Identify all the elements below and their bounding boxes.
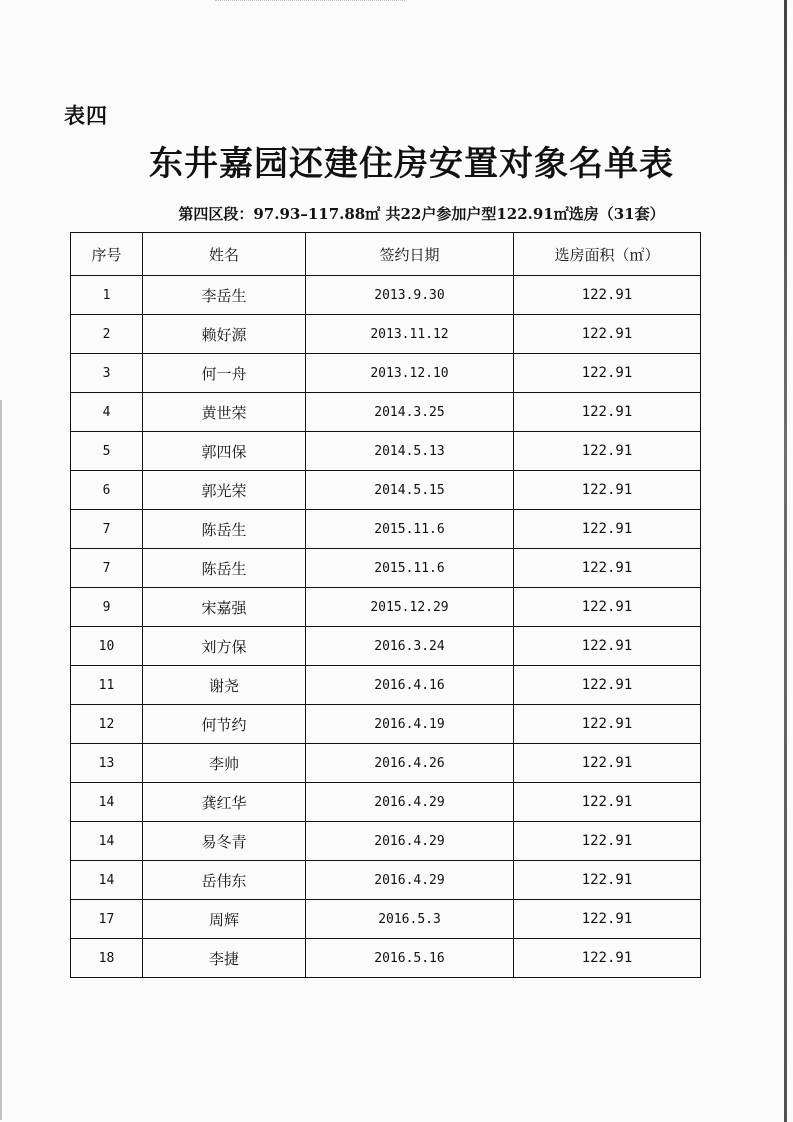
table-row — [71, 588, 701, 627]
scan-smudge — [215, 0, 405, 4]
cell-name: 赖好源 — [143, 315, 306, 354]
cell-index: 7 — [71, 549, 143, 588]
cell-name: 郭四保 — [143, 432, 306, 471]
document-subtitle: 第四区段：97.93–117.88㎡ 共22户参加户型122.91㎡选房（31套） — [178, 205, 665, 223]
table-row — [71, 705, 701, 744]
cell-area: 122.91 — [514, 627, 701, 666]
cell-sign-date: 2016.4.26 — [306, 744, 514, 783]
table-row — [71, 627, 701, 666]
cell-area: 122.91 — [514, 861, 701, 900]
cell-area: 122.91 — [514, 510, 701, 549]
cell-name: 易冬青 — [143, 822, 306, 861]
cell-sign-date: 2016.4.29 — [306, 783, 514, 822]
cell-name: 李捷 — [143, 939, 306, 978]
table-header-row — [71, 233, 701, 276]
cell-area: 122.91 — [514, 276, 701, 315]
cell-name: 龚红华 — [143, 783, 306, 822]
cell-area: 122.91 — [514, 354, 701, 393]
cell-sign-date: 2016.4.16 — [306, 666, 514, 705]
cell-area: 122.91 — [514, 783, 701, 822]
cell-index: 1 — [71, 276, 143, 315]
table-row — [71, 666, 701, 705]
table-row — [71, 510, 701, 549]
cell-area: 122.91 — [514, 744, 701, 783]
table-row — [71, 276, 701, 315]
scan-edge-left — [0, 400, 2, 1120]
cell-name: 陈岳生 — [143, 510, 306, 549]
header-name: 姓名 — [143, 233, 306, 276]
cell-sign-date: 2014.3.25 — [306, 393, 514, 432]
cell-name: 刘方保 — [143, 627, 306, 666]
cell-name: 周辉 — [143, 900, 306, 939]
cell-index: 14 — [71, 861, 143, 900]
cell-name: 何节约 — [143, 705, 306, 744]
cell-area: 122.91 — [514, 588, 701, 627]
cell-index: 13 — [71, 744, 143, 783]
table-body — [71, 276, 701, 978]
cell-sign-date: 2016.4.19 — [306, 705, 514, 744]
cell-sign-date: 2013.9.30 — [306, 276, 514, 315]
cell-area: 122.91 — [514, 393, 701, 432]
table-label: 表四 — [64, 103, 108, 128]
cell-sign-date: 2016.3.24 — [306, 627, 514, 666]
cell-sign-date: 2016.4.29 — [306, 861, 514, 900]
cell-index: 14 — [71, 822, 143, 861]
cell-index: 11 — [71, 666, 143, 705]
document-title: 东井嘉园还建住房安置对象名单表 — [149, 144, 674, 184]
cell-index: 12 — [71, 705, 143, 744]
cell-area: 122.91 — [514, 939, 701, 978]
cell-name: 岳伟东 — [143, 861, 306, 900]
cell-sign-date: 2013.11.12 — [306, 315, 514, 354]
cell-area: 122.91 — [514, 471, 701, 510]
cell-area: 122.91 — [514, 705, 701, 744]
table-row — [71, 822, 701, 861]
cell-index: 9 — [71, 588, 143, 627]
header-index: 序号 — [71, 233, 143, 276]
cell-sign-date: 2014.5.15 — [306, 471, 514, 510]
table-row — [71, 315, 701, 354]
cell-index: 4 — [71, 393, 143, 432]
cell-index: 14 — [71, 783, 143, 822]
cell-area: 122.91 — [514, 900, 701, 939]
cell-index: 3 — [71, 354, 143, 393]
cell-index: 17 — [71, 900, 143, 939]
cell-name: 宋嘉强 — [143, 588, 306, 627]
cell-index: 6 — [71, 471, 143, 510]
cell-index: 5 — [71, 432, 143, 471]
table-row — [71, 549, 701, 588]
table-row — [71, 900, 701, 939]
cell-sign-date: 2013.12.10 — [306, 354, 514, 393]
table-row — [71, 471, 701, 510]
cell-sign-date: 2016.4.29 — [306, 822, 514, 861]
cell-area: 122.91 — [514, 315, 701, 354]
cell-name: 陈岳生 — [143, 549, 306, 588]
cell-area: 122.91 — [514, 666, 701, 705]
cell-index: 10 — [71, 627, 143, 666]
cell-name: 郭光荣 — [143, 471, 306, 510]
cell-sign-date: 2015.12.29 — [306, 588, 514, 627]
cell-name: 何一舟 — [143, 354, 306, 393]
cell-index: 18 — [71, 939, 143, 978]
header-area: 选房面积（㎡） — [514, 233, 701, 276]
cell-sign-date: 2015.11.6 — [306, 549, 514, 588]
header-sign-date: 签约日期 — [306, 233, 514, 276]
cell-name: 谢尧 — [143, 666, 306, 705]
table-row — [71, 939, 701, 978]
cell-area: 122.91 — [514, 432, 701, 471]
table-row — [71, 744, 701, 783]
cell-index: 2 — [71, 315, 143, 354]
table-row — [71, 432, 701, 471]
resettlement-table — [70, 232, 701, 978]
table-row — [71, 861, 701, 900]
cell-name: 黄世荣 — [143, 393, 306, 432]
table-row — [71, 354, 701, 393]
cell-area: 122.91 — [514, 549, 701, 588]
cell-name: 李帅 — [143, 744, 306, 783]
cell-sign-date: 2015.11.6 — [306, 510, 514, 549]
cell-sign-date: 2016.5.3 — [306, 900, 514, 939]
cell-index: 7 — [71, 510, 143, 549]
cell-sign-date: 2016.5.16 — [306, 939, 514, 978]
table-row — [71, 783, 701, 822]
cell-name: 李岳生 — [143, 276, 306, 315]
table-row — [71, 393, 701, 432]
cell-area: 122.91 — [514, 822, 701, 861]
cell-sign-date: 2014.5.13 — [306, 432, 514, 471]
